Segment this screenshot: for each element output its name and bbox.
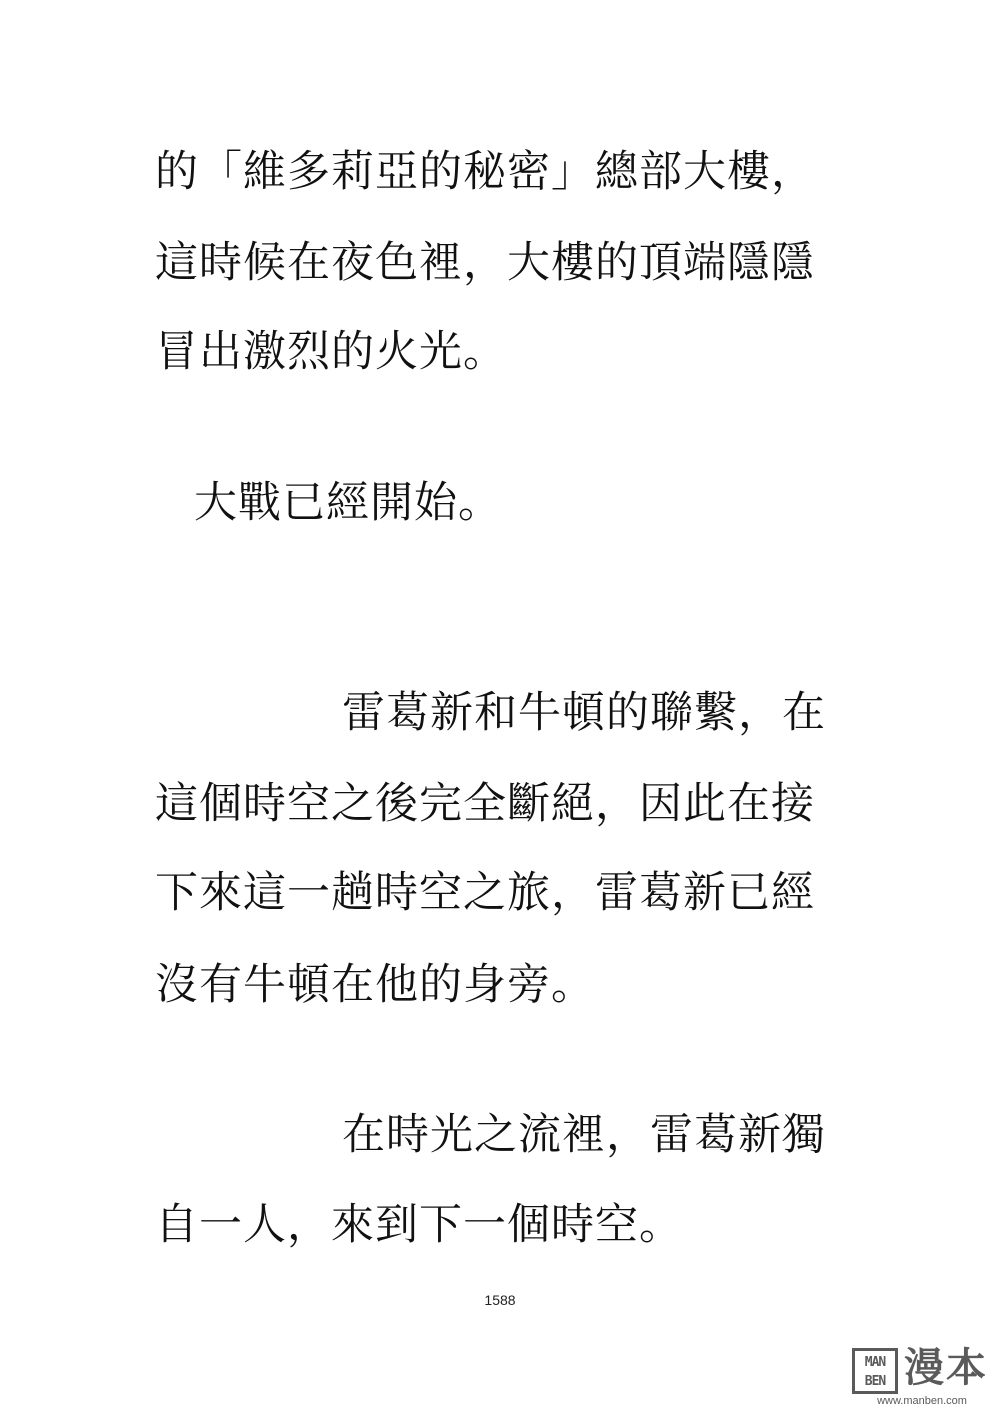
watermark-badge-icon <box>852 1348 898 1394</box>
text-line-4: 大戰已經開始。 <box>194 478 502 528</box>
text-line-1: 的「維多莉亞的秘密」總部大樓， <box>155 147 815 197</box>
watermark-logo[interactable] <box>852 1345 992 1408</box>
watermark-url: www.manben.com <box>877 1395 967 1407</box>
watermark-badge-top: MAN <box>864 1355 886 1370</box>
watermark-brand: 漫本 <box>904 1345 988 1391</box>
text-line-6: 這個時空之後完全斷絕，因此在接 <box>155 779 815 829</box>
text-line-8: 沒有牛頓在他的身旁。 <box>155 960 595 1010</box>
watermark-badge-bottom: BEN <box>864 1374 886 1389</box>
text-line-5: 雷葛新和牛頓的聯繫，在 <box>342 688 826 738</box>
text-line-2: 這時候在夜色裡，大樓的頂端隱隱 <box>155 238 815 288</box>
page-number: 1588 <box>484 1292 516 1308</box>
text-line-10: 自一人，來到下一個時空。 <box>155 1200 683 1250</box>
text-line-3: 冒出激烈的火光。 <box>155 327 507 377</box>
text-line-7: 下來這一趟時空之旅，雷葛新已經 <box>155 868 815 918</box>
text-line-9: 在時光之流裡，雷葛新獨 <box>342 1110 826 1160</box>
